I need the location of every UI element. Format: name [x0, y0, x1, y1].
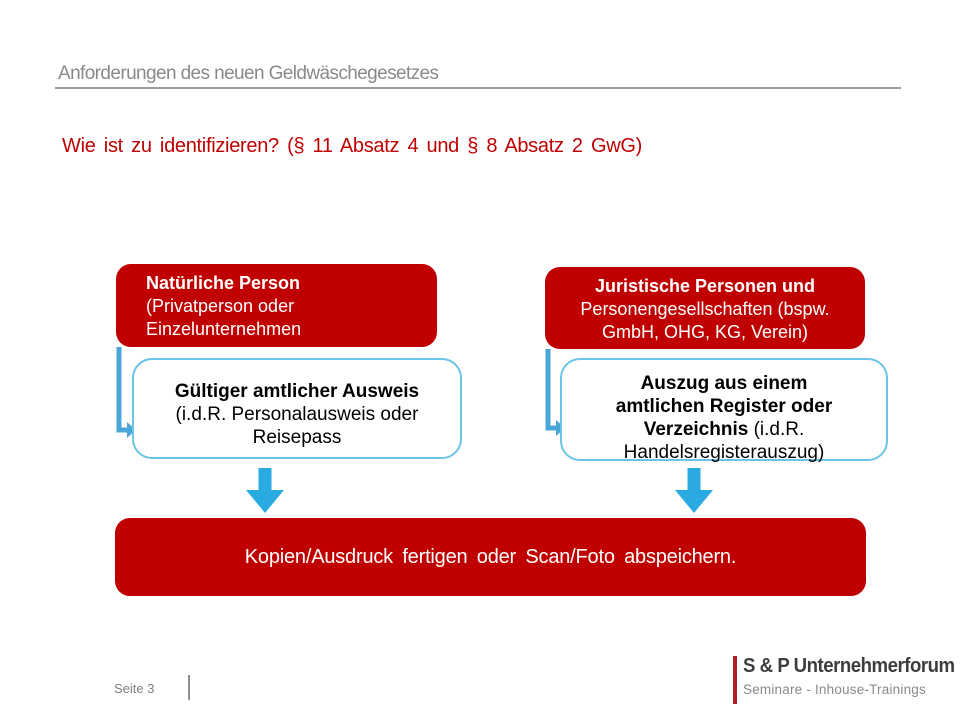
- result-box: Kopien/Ausdruck fertigen oder Scan/Foto abspeichern.: [115, 518, 866, 596]
- register-line3-regular: (i.d.R.: [753, 419, 805, 440]
- legal-person-line3: GmbH, OHG, KG, Verein): [601, 322, 809, 342]
- natural-person-title: Natürliche Person: [146, 273, 301, 293]
- page-number-label: Seite 3: [114, 681, 155, 696]
- legal-person-title: Juristische Personen und: [594, 276, 816, 296]
- register-line2: amtlichen Register oder: [615, 396, 833, 417]
- slide-header-title: Anforderungen des neuen Geldwäschegesetzes: [58, 63, 439, 84]
- id-document-line2: (i.d.R. Personalausweis oder: [175, 404, 419, 425]
- id-document-line3: Reisepass: [252, 427, 342, 448]
- logo-red-bar: [733, 656, 737, 704]
- logo-title: S & P Unternehmerforum: [743, 655, 955, 677]
- register-line4: Handelsregisterauszug): [623, 442, 825, 463]
- header-rule: [55, 87, 901, 89]
- register-line3: [562, 418, 886, 441]
- register-box: [560, 358, 888, 461]
- register-line3-bold: Verzeichnis: [643, 419, 754, 440]
- id-document-box: [132, 358, 462, 459]
- legal-person-box: [545, 267, 865, 349]
- natural-person-line2: (Privatperson oder: [146, 296, 295, 316]
- natural-person-line3: Einzelunternehmen: [146, 319, 302, 339]
- id-document-title: Gültiger amtlicher Ausweis: [174, 381, 420, 402]
- legal-person-line2: Personengesellschaften (bspw.: [580, 299, 830, 319]
- logo-subtitle: Seminare - Inhouse-Trainings: [743, 682, 926, 697]
- footer-divider: [188, 675, 190, 700]
- register-line1: Auszug aus einem: [640, 373, 808, 394]
- down-arrow-left-icon: [245, 468, 285, 514]
- natural-person-box: [116, 264, 437, 347]
- down-arrow-right-icon: [674, 468, 714, 514]
- page-title: Wie ist zu identifizieren? (§ 11 Absatz 4 und § 8 Absatz 2 GwG): [62, 135, 643, 157]
